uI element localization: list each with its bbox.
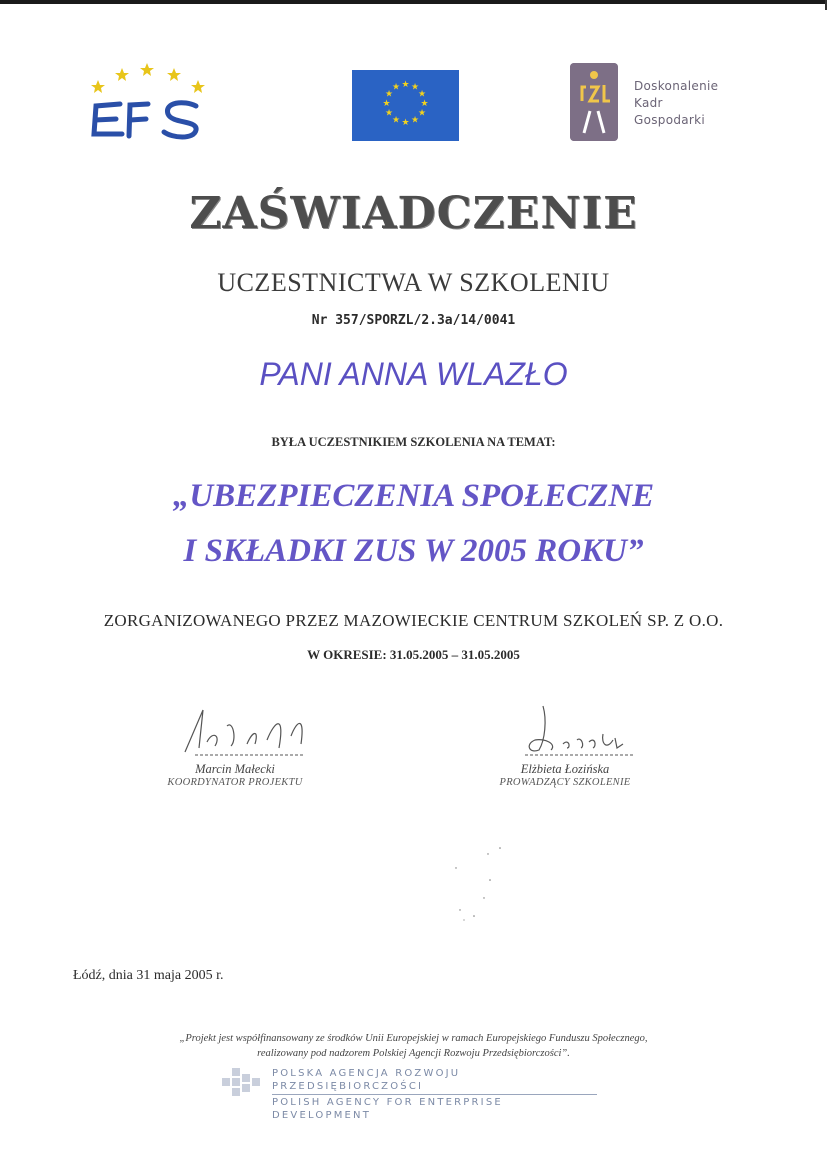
- agency-name-pl: POLSKA AGENCJA ROZWOJU PRZEDSIĘBIORCZOŚCI: [272, 1068, 461, 1092]
- svg-text:★: ★: [384, 108, 394, 119]
- topic-line-1: „UBEZPIECZENIA SPOŁECZNE: [172, 478, 655, 514]
- eu-flag-icon: [352, 70, 459, 141]
- signature-right-role: PROWADZĄCY SZKOLENIE: [499, 777, 631, 788]
- svg-text:★: ★: [417, 108, 427, 119]
- svg-text:★: ★: [410, 115, 420, 126]
- agency-name-en: POLISH AGENCY FOR ENTERPRISE DEVELOPMENT: [272, 1097, 503, 1121]
- agency-divider: [272, 1094, 597, 1095]
- topic-line-2: I SKŁADKI ZUS W 2005 ROKU”: [183, 533, 644, 569]
- parp-logo: [218, 1064, 268, 1104]
- signature-left-name: Marcin Małecki: [195, 762, 275, 776]
- certificate-title: ZAŚWIADCZENIE: [189, 188, 638, 239]
- certificate-number: Nr 357/SPORZL/2.3a/14/0041: [311, 313, 516, 328]
- scan-edge-top: [0, 0, 827, 4]
- svg-text:★: ★: [401, 118, 410, 128]
- organizer-line: ZORGANIZOWANEGO PRZEZ MAZOWIECKIE CENTRUM SZKOLEŃ SP. Z O.O.: [103, 611, 724, 630]
- svg-text:★: ★: [417, 89, 427, 100]
- svg-text:★: ★: [391, 115, 401, 126]
- dkg-line-1: Doskonalenie: [634, 79, 719, 93]
- svg-text:★: ★: [384, 89, 394, 100]
- svg-text:★: ★: [382, 99, 391, 109]
- funding-note-line-2: realizowany pod nadzorem Polskiej Agencji Rozwoju Przedsiębiorczości”.: [257, 1048, 570, 1059]
- svg-text:★: ★: [410, 82, 420, 93]
- dkg-line-3: Gospodarki: [634, 113, 706, 127]
- recipient-name: PANI ANNA WLAZŁO: [259, 356, 568, 392]
- signature-right: [440, 700, 690, 788]
- topic-intro: BYŁA UCZESTNIKIEM SZKOLENIA NA TEMAT:: [271, 435, 556, 449]
- period-line: W OKRESIE: 31.05.2005 – 31.05.2005: [307, 647, 520, 662]
- signature-left-scribble: [155, 700, 315, 760]
- efs-logo: [84, 60, 214, 145]
- dkg-caption: [634, 78, 764, 129]
- certificate-subtitle: UCZESTNICTWA W SZKOLENIU: [217, 268, 610, 297]
- signature-right-scribble: [485, 700, 645, 760]
- place-date: Łódź, dnia 31 maja 2005 r.: [73, 968, 224, 983]
- funding-note-line-1: „Projekt jest współfinansowany ze środków Unii Europejskiej w ramach Europejskiego Funduszu Społecznego,: [179, 1033, 648, 1044]
- signature-left-role: KOORDYNATOR PROJEKTU: [167, 777, 303, 788]
- funding-note: [0, 1031, 827, 1061]
- dkg-line-2: Kadr: [634, 96, 663, 110]
- svg-text:★: ★: [391, 82, 401, 93]
- svg-text:★: ★: [401, 80, 410, 90]
- scan-specks: [448, 840, 518, 930]
- parp-caption: [272, 1067, 597, 1122]
- signature-left: [110, 700, 360, 788]
- dkg-logo: [570, 63, 618, 141]
- svg-text:★: ★: [420, 99, 429, 109]
- signature-right-name: Elżbieta Łozińska: [520, 762, 610, 776]
